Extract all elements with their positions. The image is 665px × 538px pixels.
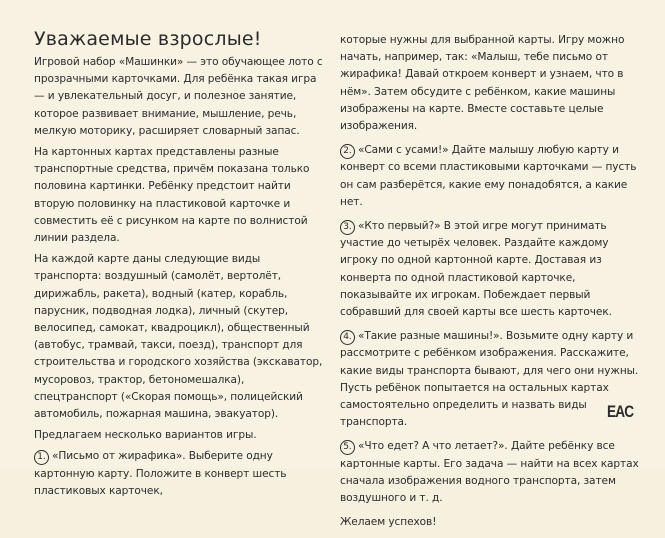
game-1-continued: которые нужны для выбранной карты. Игру можно начать, например, так: «Малыш, тебе письмо от жирафика! Давай откроем конверт и узнаем, что в нём». Затем обсудите с ребёнком, какие машины изображены на карте. Вместе составьте целые изображения. bbox=[340, 34, 625, 133]
offer-paragraph: Предлагаем несколько вариантов игры. bbox=[34, 429, 257, 442]
game-2-text: «Сами с усами!» Дайте малышу любую карту и конверт со всеми пластиковыми карточками — пусть он сам разберётся, какие ему понадобятся, а какие нет. bbox=[340, 144, 637, 208]
eac-mark: EAC bbox=[607, 402, 634, 421]
good-luck-text: Желаем успехов! bbox=[340, 516, 437, 529]
right-column bbox=[340, 32, 640, 538]
game-4 bbox=[340, 328, 640, 431]
page-title: Уважаемые взрослые! bbox=[34, 28, 262, 50]
game-5 bbox=[340, 438, 640, 507]
left-column bbox=[34, 28, 324, 507]
game-3-number: 3. bbox=[340, 220, 355, 235]
game-5-text: «Что едет? А что летает?». Дайте ребёнку все картонные карты. Его задача — найти на всех картах сначала изображения водного транспорта, затем воздушного и т. д. bbox=[340, 440, 639, 505]
game-1-number: 1. bbox=[34, 450, 49, 465]
game-4-number: 4. bbox=[340, 330, 355, 345]
transport-types-paragraph: На каждой карте даны следующие виды транспорта: воздушный (самолёт, вертолёт, дирижабль, ракета), водный (катер, корабль, парусник, подводная лодка), личный (скутер, велосипед, самокат, квадроцикл), общественный (автобус, трамвай, такси, поезд), транспорт для строительства и городского хозяйства (экскаватор, мусоровоз, трактор, бетономешалка), спецтранспорт («Скорая помощь», полицейский автомобиль, пожарная машина, эвакуатор). bbox=[34, 253, 323, 421]
intro-paragraph: Игровой набор «Машинки» — это обучающее лото с прозрачными карточками. Для ребёнка такая игра — и увлекательный досуг, и полезное занятие, которое развивает внимание, мышление, речь, мелкую моторику, расширяет словарный запас. bbox=[34, 56, 323, 137]
game-1-text: «Письмо от жирафика». Выберите одну картонную карту. Положите в конверт шесть пластиковых карточек, bbox=[34, 450, 287, 497]
game-1 bbox=[34, 448, 324, 500]
game-2 bbox=[340, 142, 640, 211]
game-3 bbox=[340, 218, 640, 321]
game-4-text: «Такие разные машины!». Возьмите одну карту и рассмотрите с ребёнком изображения. Расскажите, какие виды транспорта бывают, для чего они нужны. Пусть ребёнок попытается на остальных картах самостоятельно определить и назвать виды транспорта. bbox=[340, 330, 639, 429]
game-3-text: «Кто первый?» В этой игре могут принимать участие до четырёх человек. Раздайте каждому игроку по одной картонной карте. Доставая из конверта по одной пластиковой карточке, показывайте их игрокам. Побеждает первый собравший для своей карты все шесть карточек. bbox=[340, 220, 612, 319]
game-5-number: 5. bbox=[340, 440, 355, 455]
cards-paragraph: На картонных картах представлены разные транспортные средства, причём показана только половина картинки. Ребёнку предстоит найти вторую половинку на пластиковой карточке и совместить её с рисунком на карте по волнистой линии раздела. bbox=[34, 146, 310, 245]
game-2-number: 2. bbox=[340, 144, 355, 159]
